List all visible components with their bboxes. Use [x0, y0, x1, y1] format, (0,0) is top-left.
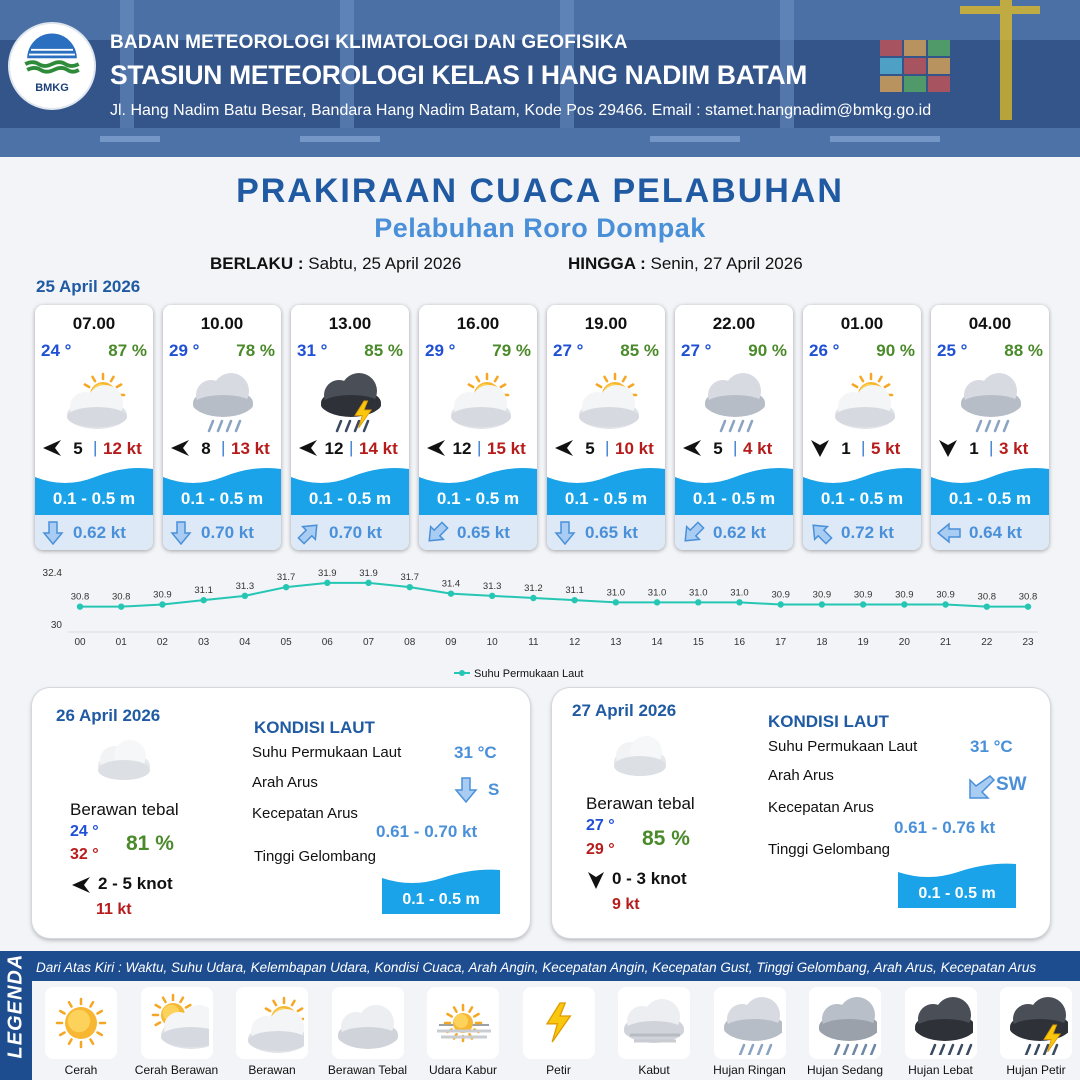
- sst-data-label: 30.8: [1018, 591, 1038, 603]
- current-south-icon: [454, 776, 478, 804]
- day3-wave-label: Tinggi Gelombang: [768, 841, 891, 858]
- day3-gust: 9 kt: [612, 896, 640, 913]
- agency-name: BADAN METEOROLOGI KLIMATOLOGI DAN GEOFISIKA: [110, 32, 628, 53]
- day2-wave-label: Tinggi Gelombang: [254, 848, 377, 865]
- card-gust: 15 kt: [487, 439, 526, 458]
- chart-legend-label: Suhu Permukaan Laut: [474, 668, 584, 680]
- legend-description: Dari Atas Kiri : Waktu, Suhu Udara, Kelembapan Udara, Kondisi Cuaca, Arah Angin, Kecepatan Angin, Kecepatan Gust, Tinggi Gelombang, Arah Arus, Kecepatan Arus: [36, 960, 1037, 975]
- x-tick-label: 18: [816, 637, 828, 648]
- card-current-speed: 0.70 kt: [329, 523, 382, 542]
- sst-data-label: 31.0: [647, 587, 667, 599]
- day3-panel: [552, 688, 1050, 938]
- day2-wave: 0.1 - 0.5 m: [402, 891, 480, 908]
- legend-item-sun-cloud: [141, 987, 213, 1059]
- card-humidity: 85 %: [364, 341, 403, 360]
- y-tick-label: 32.4: [42, 568, 62, 579]
- day2-current-speed-label: Kecepatan Arus: [252, 805, 358, 822]
- legend-item-sun: [45, 987, 117, 1059]
- x-tick-label: 00: [74, 637, 86, 648]
- card-current-speed: 0.62 kt: [713, 523, 766, 542]
- forecast-card: [675, 305, 793, 550]
- sst-data-label: 30.8: [111, 591, 131, 603]
- legend-title: LEGENDA: [4, 953, 27, 1059]
- forecast-card: [35, 305, 153, 550]
- sst-point: [860, 601, 866, 607]
- cloudy-icon: [561, 365, 651, 433]
- header-banner: [0, 0, 1080, 157]
- station-name: STASIUN METEOROLOGI KELAS I HANG NADIM BATAM: [110, 60, 808, 90]
- x-tick-label: 19: [857, 637, 869, 648]
- legend-item-label: Hujan Sedang: [806, 1063, 884, 1077]
- overcast-icon: [606, 732, 672, 782]
- sst-point: [695, 599, 701, 605]
- card-temperature: 25 °: [937, 341, 968, 360]
- x-tick-label: 01: [115, 637, 127, 648]
- card-time: 22.00: [712, 314, 756, 333]
- card-wind-separator: |: [221, 438, 226, 457]
- card-wind-separator: |: [477, 438, 482, 457]
- card-gust: 13 kt: [231, 439, 270, 458]
- sst-point: [942, 601, 948, 607]
- card-wave-height: 0.1 - 0.5 m: [692, 489, 776, 508]
- cloudy-icon: [240, 991, 304, 1055]
- day3-sst-label: Suhu Permukaan Laut: [768, 738, 918, 755]
- wind-south-icon: [586, 870, 606, 890]
- day2-gust: 11 kt: [96, 901, 132, 918]
- thunderstorm-icon: [305, 365, 395, 433]
- sst-data-label: 31.1: [565, 585, 584, 597]
- forecast-card: [291, 305, 409, 550]
- sst-data-label: 31.0: [606, 587, 626, 599]
- card-humidity: 78 %: [236, 341, 275, 360]
- current-direction-icon: [297, 521, 321, 545]
- heavy-rain-icon: [909, 991, 973, 1055]
- thunderstorm-icon: [1004, 991, 1068, 1055]
- day2-date: 26 April 2026: [56, 706, 161, 725]
- card-wind-separator: |: [861, 438, 866, 457]
- legend-point-swatch: [459, 670, 465, 676]
- card-current: [803, 515, 921, 550]
- legend-item-haze: [427, 987, 499, 1059]
- x-tick-label: 22: [981, 637, 993, 648]
- cloudy-icon: [433, 365, 523, 433]
- sun-icon: [49, 991, 113, 1055]
- sst-point: [489, 593, 495, 599]
- sst-data-label: 31.9: [359, 567, 378, 579]
- card-wind-speed: 8: [201, 439, 211, 458]
- card-temperature: 24 °: [41, 341, 72, 360]
- day2-sst-label: Suhu Permukaan Laut: [252, 744, 402, 761]
- valid-from: [210, 254, 461, 274]
- wind-west-icon: [70, 875, 92, 895]
- sst-point: [777, 601, 783, 607]
- bmkg-emblem-icon: [10, 24, 94, 108]
- cloudy-icon: [49, 365, 139, 433]
- x-tick-label: 05: [280, 637, 292, 648]
- day3-current-dir-label: Arah Arus: [768, 767, 834, 784]
- sst-point: [984, 603, 990, 609]
- current-southwest-icon: [968, 772, 996, 800]
- sst-point: [200, 597, 206, 603]
- sst-data-label: 30.9: [895, 589, 914, 601]
- sst-data-label: 31.2: [524, 583, 543, 594]
- card-humidity: 87 %: [108, 341, 147, 360]
- legend-item-label: Cerah Berawan: [134, 1063, 219, 1077]
- day2-sea-title: KONDISI LAUT: [254, 718, 375, 737]
- legend-item-label: Udara Kabur: [428, 1063, 498, 1077]
- sst-data-label: 31.1: [194, 585, 213, 597]
- sst-data-label: 31.7: [400, 572, 419, 584]
- card-gust: 14 kt: [359, 439, 398, 458]
- day2-sst: 31 °C: [454, 743, 497, 762]
- sst-point: [819, 601, 825, 607]
- legend-item-fog: [618, 987, 690, 1059]
- card-current-speed: 0.62 kt: [73, 523, 126, 542]
- x-tick-label: 15: [692, 637, 704, 648]
- day2-current-speed: 0.61 - 0.70 kt: [376, 822, 478, 841]
- card-wind-speed: 5: [73, 439, 83, 458]
- sst-point: [283, 584, 289, 590]
- forecast-card: [803, 305, 921, 550]
- x-tick-label: 17: [775, 637, 787, 648]
- day3-current-speed: 0.61 - 0.76 kt: [894, 818, 996, 837]
- legend-item-label: Berawan Tebal: [327, 1063, 408, 1077]
- day3-humidity: 85 %: [642, 827, 690, 850]
- valid-from-label: BERLAKU :: [210, 254, 304, 273]
- sst-point: [1025, 603, 1031, 609]
- sun-cloud-icon: [145, 991, 209, 1055]
- logo-text: BMKG: [35, 82, 69, 94]
- card-time: 01.00: [840, 314, 884, 333]
- card-current: [35, 515, 153, 550]
- light-rain-icon: [718, 991, 782, 1055]
- valid-from-value: Sabtu, 25 April 2026: [308, 254, 462, 273]
- sst-point: [448, 590, 454, 596]
- sst-point: [407, 584, 413, 590]
- card-current-speed: 0.65 kt: [585, 523, 638, 542]
- day2-panel: [32, 688, 530, 938]
- card-time: 16.00: [456, 314, 500, 333]
- card-temperature: 27 °: [681, 341, 712, 360]
- x-tick-label: 20: [898, 637, 910, 648]
- day3-wave: 0.1 - 0.5 m: [918, 885, 996, 902]
- haze-icon: [431, 991, 495, 1055]
- card-wind-speed: 12: [452, 439, 472, 458]
- card-current: [675, 515, 793, 550]
- card-wind-speed: 1: [969, 439, 979, 458]
- x-tick-label: 10: [486, 637, 498, 648]
- legend-item-label: Hujan Petir: [1006, 1063, 1066, 1077]
- day2-current-dir: S: [488, 780, 500, 799]
- x-tick-label: 06: [321, 637, 333, 648]
- sst-data-label: 31.4: [441, 578, 461, 590]
- card-wave-height: 0.1 - 0.5 m: [564, 489, 648, 508]
- legend-item-label: Petir: [546, 1063, 571, 1077]
- sst-series-line: [80, 580, 1028, 607]
- card-humidity: 90 %: [748, 341, 787, 360]
- legend-item-lightning: [523, 987, 595, 1059]
- card-time: 19.00: [584, 314, 628, 333]
- day1-date: 25 April 2026: [36, 277, 141, 296]
- legend-item-heavy-rain: [905, 987, 977, 1059]
- port-name: Pelabuhan Roro Dompak: [374, 213, 706, 243]
- card-time: 07.00: [72, 314, 116, 333]
- card-current-speed: 0.65 kt: [457, 523, 510, 542]
- sst-point: [159, 601, 165, 607]
- legend-item-cloudy: [236, 987, 308, 1059]
- current-direction-icon: [41, 521, 65, 545]
- day2-temp-min: 24 °: [70, 823, 99, 840]
- card-temperature: 27 °: [553, 341, 584, 360]
- sst-point: [736, 599, 742, 605]
- card-wind-separator: |: [93, 438, 98, 457]
- card-humidity: 90 %: [876, 341, 915, 360]
- sst-data-label: 31.3: [482, 580, 502, 592]
- sst-data-label: 30.8: [70, 591, 90, 603]
- sst-data-label: 30.9: [153, 589, 172, 601]
- day3-temp-min: 27 °: [586, 817, 615, 834]
- x-tick-label: 23: [1022, 637, 1034, 648]
- card-humidity: 88 %: [1004, 341, 1043, 360]
- day2-current-dir-label: Arah Arus: [252, 774, 318, 791]
- sst-point: [901, 601, 907, 607]
- day3-sst: 31 °C: [970, 737, 1013, 756]
- current-direction-icon: [425, 521, 449, 545]
- day3-current-speed-label: Kecepatan Arus: [768, 799, 874, 816]
- sst-point: [530, 595, 536, 601]
- card-wave-height: 0.1 - 0.5 m: [820, 489, 904, 508]
- current-direction-icon: [809, 521, 833, 545]
- day2-wind: 2 - 5 knot: [98, 874, 173, 893]
- sst-point: [242, 593, 248, 599]
- fog-icon: [622, 991, 686, 1055]
- card-current-speed: 0.64 kt: [969, 523, 1022, 542]
- card-current: [419, 515, 537, 550]
- card-temperature: 29 °: [169, 341, 200, 360]
- card-humidity: 85 %: [620, 341, 659, 360]
- x-tick-label: 09: [445, 637, 457, 648]
- card-current: [163, 515, 281, 550]
- card-wind-speed: 5: [585, 439, 595, 458]
- x-tick-label: 14: [651, 637, 663, 648]
- card-wind-speed: 12: [324, 439, 344, 458]
- legend-item-moderate-rain: [809, 987, 881, 1059]
- day2-temp-max: 32 °: [70, 846, 99, 863]
- current-direction-icon: [681, 521, 705, 545]
- legend-side-label: [0, 951, 32, 1080]
- current-direction-icon: [553, 521, 577, 545]
- legend-item-label: Hujan Ringan: [713, 1063, 786, 1077]
- card-time: 13.00: [328, 314, 372, 333]
- cloudy-icon: [817, 365, 907, 433]
- legend-item-label: Berawan: [248, 1063, 296, 1077]
- current-direction-icon: [937, 521, 961, 545]
- lightning-icon: [527, 991, 591, 1055]
- day2-condition: Berawan tebal: [70, 800, 179, 819]
- card-temperature: 29 °: [425, 341, 456, 360]
- sst-data-label: 31.7: [276, 572, 296, 584]
- sst-data-label: 30.9: [936, 589, 955, 601]
- current-direction-icon: [169, 521, 193, 545]
- valid-to-label: HINGGA :: [568, 254, 646, 273]
- card-current: [547, 515, 665, 550]
- light-rain-icon: [689, 365, 779, 433]
- overcast-icon: [90, 736, 156, 786]
- card-gust: 10 kt: [615, 439, 654, 458]
- sst-point: [77, 603, 83, 609]
- x-tick-label: 21: [940, 637, 952, 648]
- valid-to: [568, 254, 803, 274]
- sst-point: [571, 597, 577, 603]
- card-current: [931, 515, 1049, 550]
- legend: [0, 951, 1080, 1080]
- card-wave-height: 0.1 - 0.5 m: [948, 489, 1032, 508]
- sst-data-label: 31.9: [318, 567, 337, 579]
- sst-data-label: 30.8: [977, 591, 997, 603]
- legend-item-overcast: [332, 987, 404, 1059]
- sst-data-label: 31.3: [235, 580, 255, 592]
- card-wind-speed: 1: [841, 439, 851, 458]
- card-gust: 3 kt: [999, 439, 1029, 458]
- card-gust: 4 kt: [743, 439, 773, 458]
- card-wind-separator: |: [349, 438, 354, 457]
- x-tick-label: 03: [198, 637, 210, 648]
- card-time: 10.00: [200, 314, 244, 333]
- sst-data-label: 30.9: [771, 589, 790, 601]
- forecast-card: [163, 305, 281, 550]
- sst-data-label: 30.9: [853, 589, 873, 601]
- y-tick-label: 30: [50, 620, 62, 631]
- x-tick-label: 08: [404, 637, 416, 648]
- forecast-card: [931, 305, 1049, 550]
- day3-current-dir: SW: [996, 774, 1027, 795]
- bmkg-logo: [8, 22, 96, 110]
- sst-point: [365, 580, 371, 586]
- sst-point: [118, 603, 124, 609]
- card-time: 04.00: [968, 314, 1012, 333]
- day3-condition: Berawan tebal: [586, 794, 695, 813]
- moderate-rain-icon: [813, 991, 877, 1055]
- day3-sea-title: KONDISI LAUT: [768, 712, 889, 731]
- card-wave-height: 0.1 - 0.5 m: [180, 489, 264, 508]
- sst-point: [654, 599, 660, 605]
- station-address: Jl. Hang Nadim Batu Besar, Bandara Hang Nadim Batam, Kode Pos 29466. Email : stamet.hangnadim@bmkg.go.id: [110, 102, 932, 119]
- x-tick-label: 04: [239, 637, 251, 648]
- card-wind-separator: |: [733, 438, 738, 457]
- card-temperature: 26 °: [809, 341, 840, 360]
- sst-data-label: 30.9: [812, 589, 832, 601]
- forecast-card: [547, 305, 665, 550]
- light-rain-icon: [177, 365, 267, 433]
- legend-item-label: Hujan Lebat: [908, 1063, 973, 1077]
- x-tick-label: 02: [156, 637, 168, 648]
- x-tick-label: 12: [569, 637, 581, 648]
- day3-date: 27 April 2026: [572, 701, 677, 720]
- legend-item-light-rain: [714, 987, 786, 1059]
- card-temperature: 31 °: [297, 341, 328, 360]
- card-wind-speed: 5: [713, 439, 723, 458]
- card-current-speed: 0.70 kt: [201, 523, 254, 542]
- legend-item-thunderstorm: [1000, 987, 1072, 1059]
- forecast-card: [419, 305, 537, 550]
- card-wave-height: 0.1 - 0.5 m: [52, 489, 136, 508]
- legend-item-label: Kabut: [638, 1063, 670, 1077]
- card-wind-separator: |: [989, 438, 994, 457]
- day3-temp-max: 29 °: [586, 841, 615, 858]
- x-tick-label: 13: [610, 637, 622, 648]
- light-rain-icon: [945, 365, 1035, 433]
- card-wave-height: 0.1 - 0.5 m: [308, 489, 392, 508]
- card-gust: 5 kt: [871, 439, 901, 458]
- sst-data-label: 31.0: [730, 587, 749, 599]
- sst-point: [613, 599, 619, 605]
- page-title: PRAKIRAAN CUACA PELABUHAN: [236, 172, 844, 210]
- x-tick-label: 11: [528, 637, 539, 648]
- sst-data-label: 31.0: [689, 587, 708, 599]
- card-gust: 12 kt: [103, 439, 142, 458]
- card-humidity: 79 %: [492, 341, 531, 360]
- card-wave-height: 0.1 - 0.5 m: [436, 489, 520, 508]
- x-tick-label: 16: [733, 637, 746, 648]
- legend-item-label: Cerah: [64, 1063, 98, 1077]
- valid-to-value: Senin, 27 April 2026: [650, 254, 803, 273]
- card-current: [291, 515, 409, 550]
- day3-wind: 0 - 3 knot: [612, 869, 687, 888]
- card-current-speed: 0.72 kt: [841, 523, 894, 542]
- day2-humidity: 81 %: [126, 832, 174, 855]
- card-wind-separator: |: [605, 438, 610, 457]
- x-tick-label: 07: [362, 637, 375, 648]
- overcast-icon: [336, 991, 400, 1055]
- sst-point: [324, 580, 330, 586]
- sst-chart: [30, 562, 1050, 684]
